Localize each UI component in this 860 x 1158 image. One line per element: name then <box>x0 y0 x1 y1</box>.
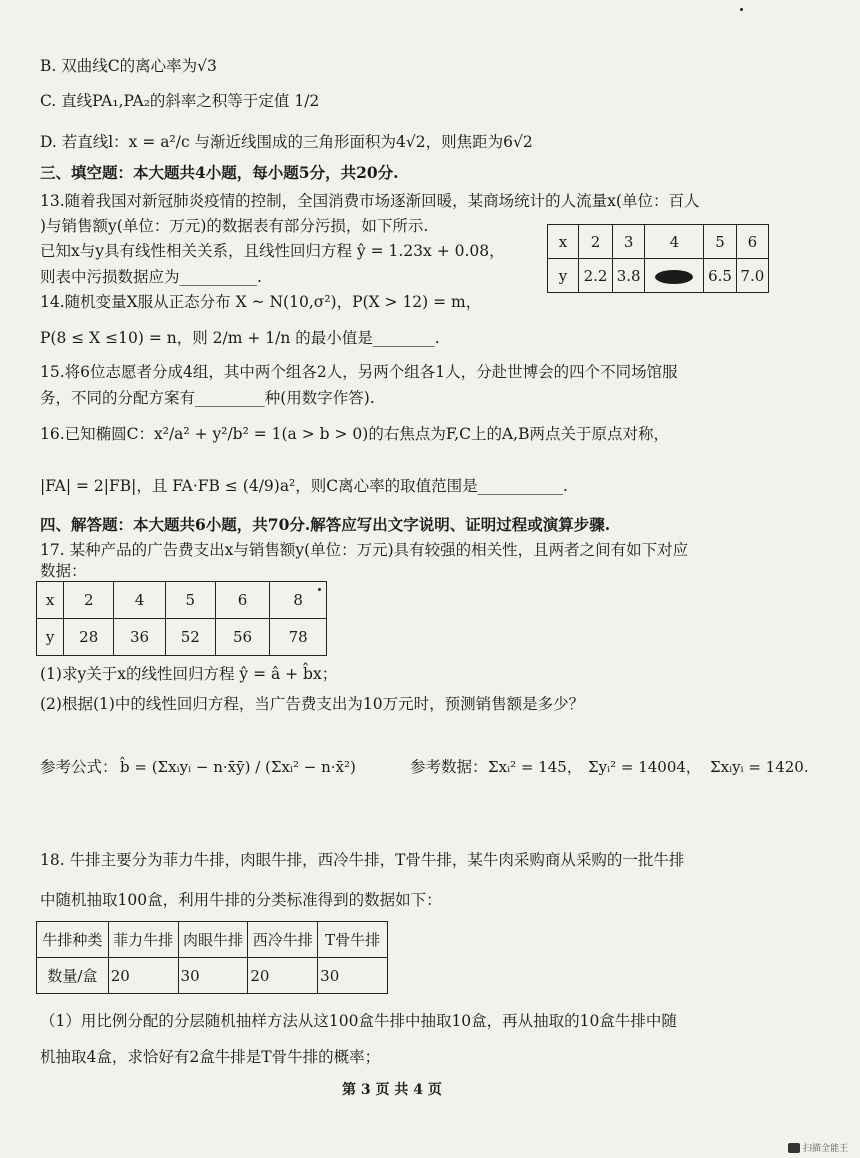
q13-line4: 则表中污损数据应为__________. <box>40 268 262 286</box>
table-cell: 30 <box>318 958 388 994</box>
table-cell: 3 <box>613 225 645 259</box>
smudged-cell <box>645 259 704 293</box>
table-cell: 20 <box>108 958 178 994</box>
q14-line1: 14.随机变量X服从正态分布 X ~ N(10,σ²)，P(X > 12) = m， <box>40 293 482 311</box>
table-cell: 肉眼牛排 <box>178 922 248 958</box>
page-footer: 第 3 页 共 4 页 <box>342 1082 442 1098</box>
q18-table <box>36 921 388 994</box>
q13-table-y-row <box>548 259 769 293</box>
q17-table <box>36 581 327 656</box>
q17-ref3: Σxᵢyᵢ = 1420. <box>710 758 809 776</box>
q17-part1: (1)求y关于x的线性回归方程 ŷ = â + b̂x； <box>40 665 338 683</box>
q18-line2: 中随机抽取100盒，利用牛排的分类标准得到的数据如下： <box>40 891 442 909</box>
table-cell: 5 <box>165 582 215 619</box>
table-cell: 6.5 <box>704 259 736 293</box>
table-cell: y <box>548 259 579 293</box>
q18-part1-line1: （1）用比例分配的分层随机抽样方法从这100盒牛排中抽取10盒，再从抽取的10盒牛排中随 <box>40 1012 677 1030</box>
table-cell: T骨牛排 <box>318 922 388 958</box>
table-cell: y <box>37 619 64 656</box>
table-cell: 2 <box>578 225 612 259</box>
scanner-logo-icon <box>788 1143 800 1153</box>
q16-line1: 16.已知椭圆C：x²/a² + y²/b² = 1(a > b > 0)的右焦点为F,C上的A,B两点关于原点对称， <box>40 425 669 443</box>
scan-dot <box>740 8 743 11</box>
q13-table-x-row <box>548 225 769 259</box>
q17-formula-b: b̂ = (Σxᵢyᵢ − n·x̄ȳ) / (Σxᵢ² − n·x̄²) <box>120 758 356 776</box>
table-cell: 36 <box>114 619 166 656</box>
option-b: B. 双曲线C的离心率为√3 <box>40 57 217 75</box>
scan-dot <box>318 588 321 591</box>
section4-title: 四、解答题：本大题共6小题，共70分.解答应写出文字说明、证明过程或演算步骤. <box>40 515 611 534</box>
table-cell: 6 <box>215 582 270 619</box>
table-cell: 8 <box>270 582 327 619</box>
q18-table-head <box>37 922 388 958</box>
table-cell: 6 <box>736 225 768 259</box>
table-cell: 3.8 <box>613 259 645 293</box>
q14-line2: P(8 ≤ X ≤10) = n，则 2/m + 1/n 的最小值是________. <box>40 329 440 347</box>
table-cell: 2 <box>64 582 114 619</box>
ink-smudge-icon <box>655 270 693 284</box>
scanner-watermark <box>788 1141 848 1154</box>
q17-line2: 数据： <box>40 562 87 580</box>
watermark-text: 扫描全能王 <box>802 1144 848 1154</box>
table-cell: 数量/盒 <box>37 958 109 994</box>
table-cell: 7.0 <box>736 259 768 293</box>
table-cell: 4 <box>645 225 704 259</box>
section3-title: 三、填空题：本大题共4小题，每小题5分，共20分. <box>40 163 399 182</box>
q17-table-y-row <box>37 619 327 656</box>
q17-ref2: Σyᵢ² = 14004， <box>588 758 701 776</box>
table-cell: 西冷牛排 <box>248 922 318 958</box>
q13-table <box>547 224 769 293</box>
table-cell: 20 <box>248 958 318 994</box>
table-cell: 5 <box>704 225 736 259</box>
table-cell: x <box>37 582 64 619</box>
q17-formula-label: 参考公式： <box>40 758 118 776</box>
q16-line2: |FA| = 2|FB|，且 FA·FB ≤ (4/9)a²，则C离心率的取值范围是___________. <box>40 477 568 495</box>
table-cell: 菲力牛排 <box>108 922 178 958</box>
option-d: D. 若直线l：x = a²/c 与渐近线围成的三角形面积为4√2，则焦距为6√2 <box>40 133 533 151</box>
q13-line2: )与销售额y(单位：万元)的数据表有部分污损，如下所示. <box>40 217 429 235</box>
q13-line1: 13.随着我国对新冠肺炎疫情的控制，全国消费市场逐渐回暖，某商场统计的人流量x(单位：百人 <box>40 192 700 210</box>
table-cell: x <box>548 225 579 259</box>
q18-part1-line2: 机抽取4盒，求恰好有2盒牛排是T骨牛排的概率； <box>40 1048 381 1066</box>
q18-line1: 18. 牛排主要分为菲力牛排，肉眼牛排，西冷牛排，T骨牛排，某牛肉采购商从采购的一批牛排 <box>40 851 685 869</box>
q17-ref1: Σxᵢ² = 145， <box>488 758 582 776</box>
table-cell: 牛排种类 <box>37 922 109 958</box>
table-cell: 28 <box>64 619 114 656</box>
table-cell: 4 <box>114 582 166 619</box>
table-cell: 2.2 <box>578 259 612 293</box>
option-c: C. 直线PA₁,PA₂的斜率之积等于定值 1/2 <box>40 92 320 110</box>
table-cell: 30 <box>178 958 248 994</box>
q17-ref-label: 参考数据： <box>410 758 488 776</box>
q17-table-x-row <box>37 582 327 619</box>
q13-line3: 已知x与y具有线性相关关系，且线性回归方程 ŷ = 1.23x + 0.08， <box>40 242 505 260</box>
q15-line2: 务，不同的分配方案有_________种(用数字作答). <box>40 389 375 407</box>
q17-line1: 17. 某种产品的广告费支出x与销售额y(单位：万元)具有较强的相关性，且两者之间有如下对应 <box>40 541 689 559</box>
table-cell: 52 <box>165 619 215 656</box>
q15-line1: 15.将6位志愿者分成4组，其中两个组各2人，另两个组各1人，分赴世博会的四个不同场馆服 <box>40 363 678 381</box>
table-cell: 56 <box>215 619 270 656</box>
q18-table-row <box>37 958 388 994</box>
q17-part2: (2)根据(1)中的线性回归方程，当广告费支出为10万元时，预测销售额是多少？ <box>40 695 585 713</box>
table-cell: 78 <box>270 619 327 656</box>
